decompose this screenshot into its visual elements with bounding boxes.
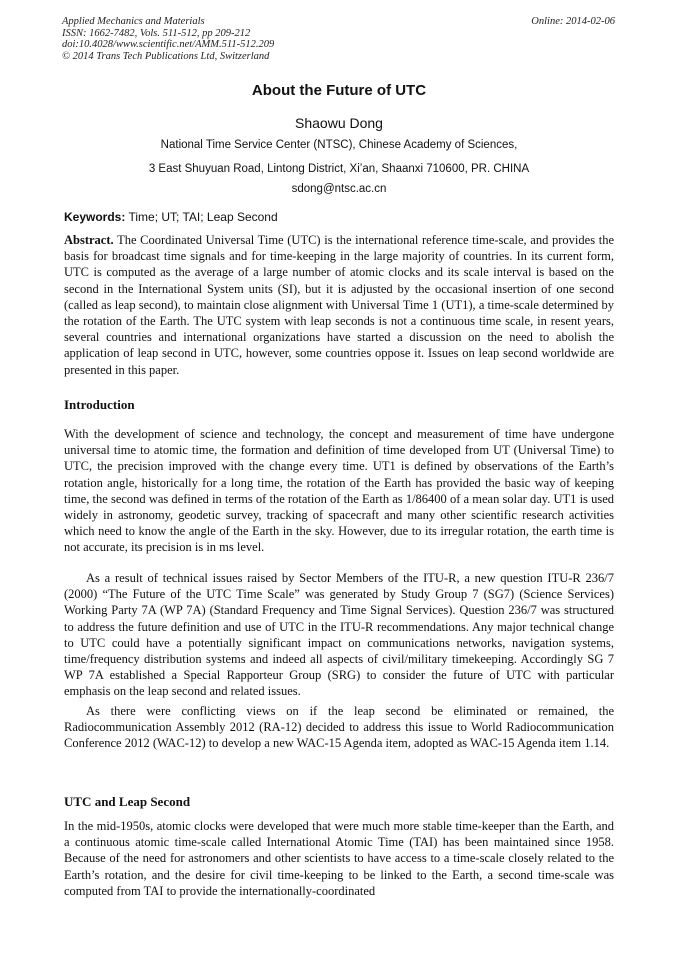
keywords-text: Time; UT; TAI; Leap Second xyxy=(125,210,278,224)
online-date: Online: 2014-02-06 xyxy=(531,16,615,27)
paper-title: About the Future of UTC xyxy=(251,82,427,99)
author-email: sdong@ntsc.ac.cn xyxy=(291,183,387,195)
keywords xyxy=(64,210,614,224)
abstract-label: Abstract. xyxy=(64,233,114,247)
affiliation-line-2: 3 East Shuyuan Road, Lintong District, Xi’an, Shaanxi 710600, PR. CHINA xyxy=(148,163,530,175)
intro-paragraph-1: With the development of science and technology, the concept and measurement of time have undergone universal time to atomic time, the formation and definition of time developed from UT (Universal Time) to UTC, the precision improved with the change every time. UT1 is defined by observations of the Earth’s rotation angle, historically for a long time, the rotation of the Earth has provided the basic way of keeping time, the second was defined in terms of the rotation of the Earth as 1/86400 of a mean solar day. UT1 is used widely in astronomy, geodetic survey, tracking of spacecraft and many other scientific research activities which need to know the angle of the Earth in the sky. However, due to its irregular rotation, the earth time is not accurate, its precision is in ms level. xyxy=(64,427,614,555)
journal-doi: doi:10.4028/www.scientific.net/AMM.511-512.209 xyxy=(62,39,275,50)
keywords-label: Keywords: xyxy=(64,210,126,224)
abstract-text: The Coordinated Universal Time (UTC) is the international reference time-scale, and provides the basis for broadcast time signals and for time-keeping in the large majority of countries. In its current form, UTC is computed as the average of a large number of atomic clocks and its scale interval is based on the second in the International System units (SI), but it is adjusted by the occasional insertion of one second (called as leap second), to maintain close alignment with Universal Time 1 (UT1), a time-scale determined by the rotation of the Earth. The UTC system with leap seconds is not a continuous time scale, in resent years, several countries and international organizations have started a discussion on the need to abolish the application of leap second in UTC, however, some countries oppose it. Issues on leap second worldwide are presented in this paper. xyxy=(64,233,614,377)
section-heading-introduction: Introduction xyxy=(64,397,135,412)
abstract xyxy=(64,232,614,378)
journal-issn: ISSN: 1662-7482, Vols. 511-512, pp 209-212 xyxy=(62,27,251,39)
author-name: Shaowu Dong xyxy=(295,115,383,131)
intro-paragraph-2: As a result of technical issues raised by Sector Members of the ITU-R, a new question ITU-R 236/7 (2000) “The Future of the UTC Time Scale” was generated by Study Group 7 (SG7) (Science Services) Working Party 7A (WP 7A) (Standard Frequency and Time Signal Services). Question 236/7 was structured to address the future definition and use of UTC in the ITU-R recommendations. Any major technical change to UTC could have a potentially significant impact on communications networks, navigation systems, time/frequency distribution systems and indeed all aspects of civil/military timekeeping. Accordingly SG 7 WP 7A established a Special Rapporteur Group (SRG) to consider the future of UTC with particular emphasis on the leap second and related issues. xyxy=(64,571,614,699)
journal-name: Applied Mechanics and Materials xyxy=(62,16,205,27)
affiliation-line-1: National Time Service Center (NTSC), Chinese Academy of Sciences, xyxy=(160,139,518,151)
journal-copyright: © 2014 Trans Tech Publications Ltd, Switzerland xyxy=(62,50,270,62)
utc-paragraph-1: In the mid-1950s, atomic clocks were developed that were much more stable time-keeper than the Earth, and a continuous atomic time-scale called International Atomic Time (TAI) has been maintained since 1958. Because of the need for astronomers and other scientists to have access to a time-scale closely related to the Earth’s rotation, and the desire for civil time-keeping to be linked to the Earth, a second time-scale was computed from TAI to provide the internationally-coordinated xyxy=(64,819,614,898)
section-heading-utc-leap-second: UTC and Leap Second xyxy=(64,794,191,809)
intro-paragraph-3: As there were conflicting views on if the leap second be eliminated or remained, the Radiocommunication Assembly 2012 (RA-12) decided to address this issue to World Radiocommunication Conference 2012 (WAC-12) to develop a new WAC-15 Agenda item, adopted as WAC-15 Agenda item 1.14. xyxy=(64,704,614,751)
journal-header xyxy=(62,16,615,62)
